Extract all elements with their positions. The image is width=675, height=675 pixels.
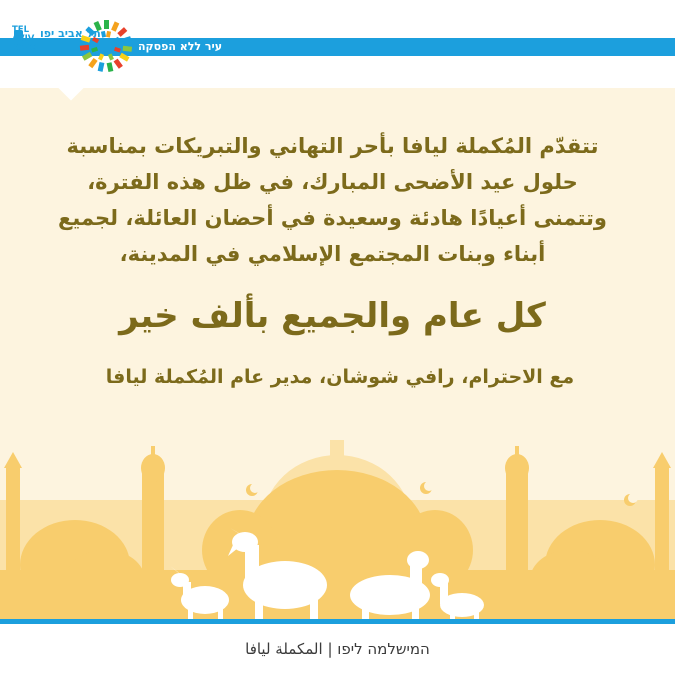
- mosque-front-layer: [0, 446, 675, 626]
- greeting-line: تتقدّم المُكملة ليافا بأحر التهاني والتبريكات بمناسبة: [66, 134, 599, 158]
- greeting-line: أبناء وبنات المجتمع الإسلامي في المدينة،: [119, 242, 546, 266]
- greeting-paragraph: [30, 128, 635, 272]
- greeting-signature: مع الاحترام، رافي شوشان، مدير عام المُكملة ليافا: [105, 366, 575, 388]
- greeting-headline: كل عام والجميع بألف خير: [119, 296, 546, 336]
- logo-latin-line: TEL: [12, 25, 30, 35]
- logo-latin-line: YAFO: [12, 43, 37, 53]
- header-slogan: עיר ללא הפסקה: [138, 40, 223, 53]
- greeting-line: وتتمنى أعيادًا هادئة وسعيدة في أحضان العائلة، لجميع: [58, 206, 607, 230]
- logo-latin-text: [12, 26, 38, 53]
- greeting-line: حلول عيد الأضحى المبارك، في ظل هذه الفترة،: [87, 170, 578, 194]
- footer-text: המישלמה ליפו | المكملة ليافا: [245, 640, 430, 658]
- logo-latin-line: AVIV: [12, 34, 35, 44]
- mosque-skyline-illustration: [0, 430, 675, 626]
- logo-hebrew-text: תל אביב יפו: [40, 27, 101, 40]
